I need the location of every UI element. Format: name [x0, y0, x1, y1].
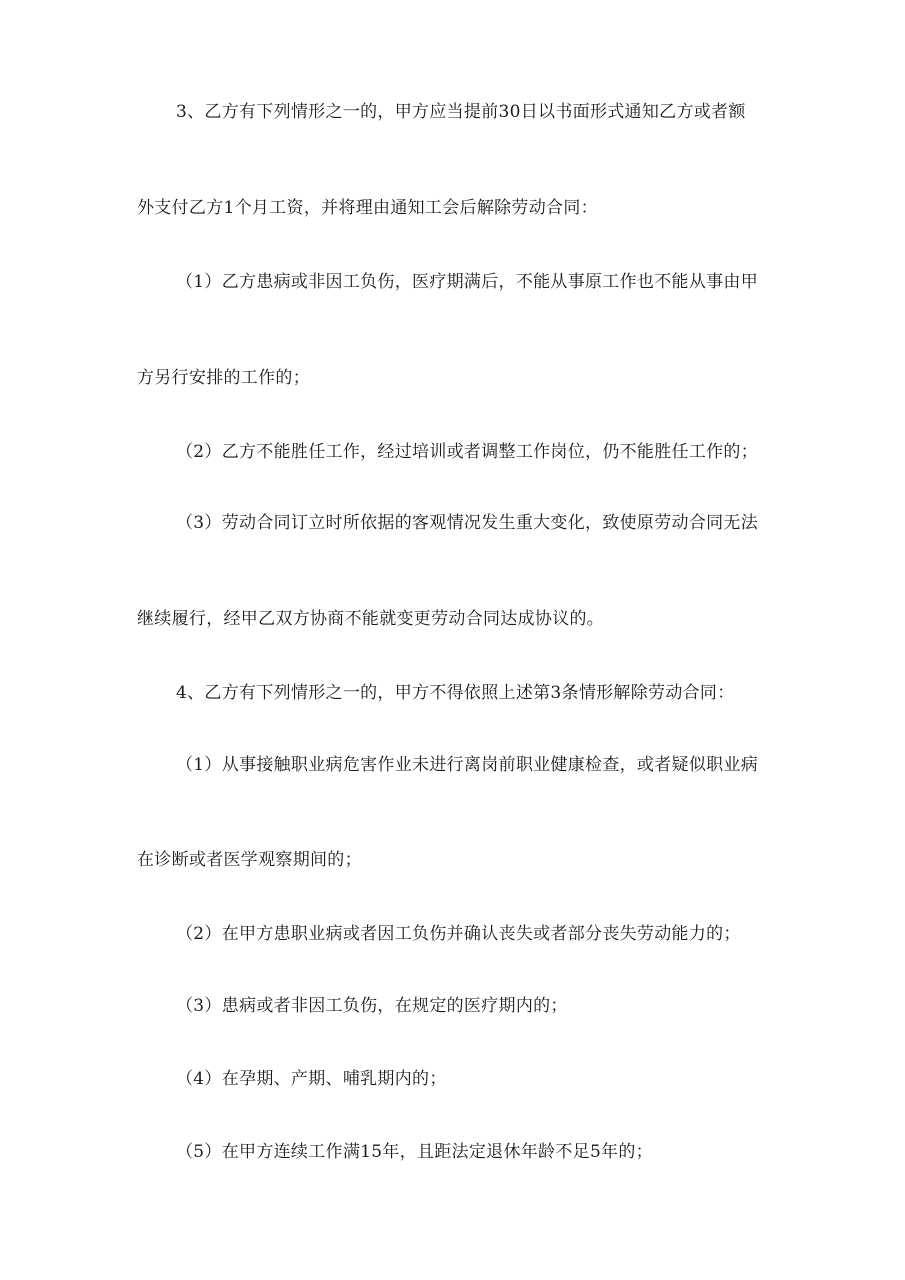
- clause-3-item-3-line-1: （3）劳动合同订立时所依据的客观情况发生重大变化，致使原劳动合同无法: [176, 513, 759, 533]
- clause-3-item-1-line-1: （1）乙方患病或非因工负伤，医疗期满后，不能从事原工作也不能从事由甲: [176, 272, 759, 292]
- clause-3-item-1-line-2: 方另行安排的工作的；: [137, 368, 310, 388]
- clause-4-item-3: （3）患病或者非因工负伤，在规定的医疗期内的；: [176, 996, 568, 1016]
- clause-3-intro-line-2: 外支付乙方1个月工资，并将理由通知工会后解除劳动合同：: [137, 198, 598, 218]
- clause-4-item-1-line-1: （1）从事接触职业病危害作业未进行离岗前职业健康检查，或者疑似职业病: [176, 755, 759, 775]
- clause-4-item-4: （4）在孕期、产期、哺乳期内的；: [176, 1069, 447, 1089]
- clause-4-item-1-line-2: 在诊断或者医学观察期间的；: [137, 850, 362, 870]
- clause-3-item-2: （2）乙方不能胜任工作，经过培训或者调整工作岗位，仍不能胜任工作的；: [176, 442, 759, 462]
- clause-4-item-2: （2）在甲方患职业病或者因工负伤并确认丧失或者部分丧失劳动能力的；: [176, 924, 741, 944]
- clause-4-item-5: （5）在甲方连续工作满15年，且距法定退休年龄不足5年的；: [176, 1142, 653, 1162]
- clause-3-intro-line-1: 3、乙方有下列情形之一的，甲方应当提前30日以书面形式通知乙方或者额: [176, 102, 746, 122]
- clause-4-intro: 4、乙方有下列情形之一的，甲方不得依照上述第3条情形解除劳动合同：: [176, 683, 735, 703]
- clause-3-item-3-line-2: 继续履行，经甲乙双方协商不能就变更劳动合同达成协议的。: [137, 609, 605, 629]
